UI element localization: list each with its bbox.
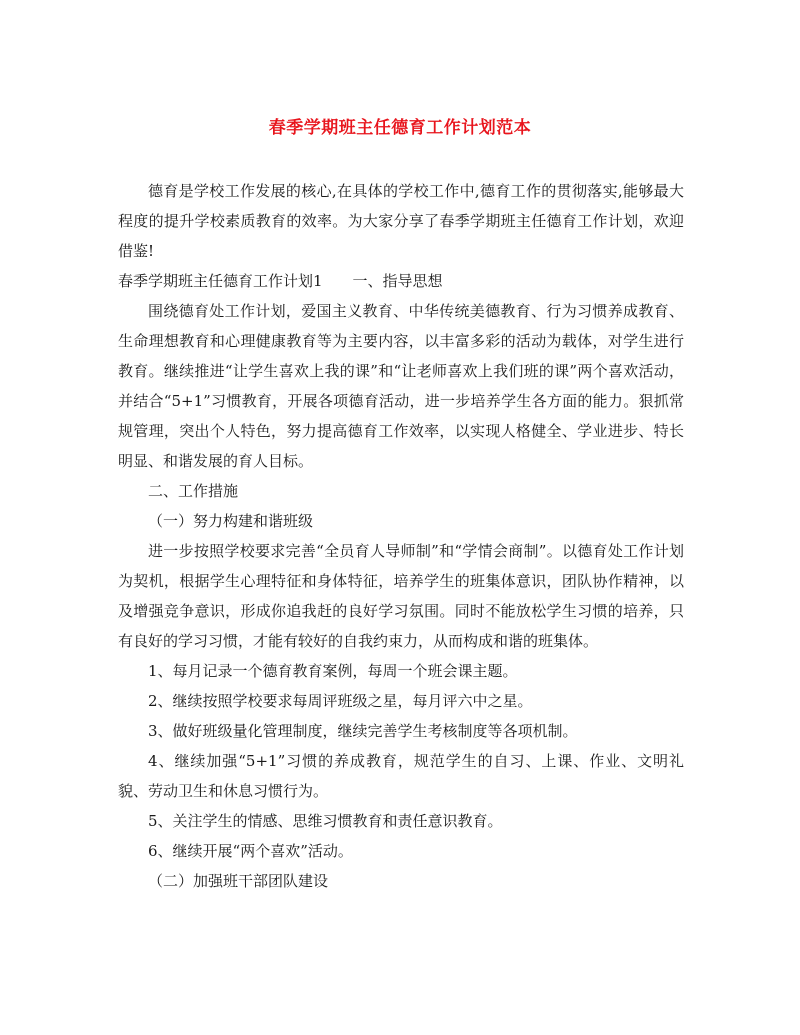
list-item: 3、做好班级量化管理制度，继续完善学生考核制度等各项机制。 <box>148 722 578 740</box>
plan-heading-line: 春季学期班主任德育工作计划1 一、指导思想 <box>118 272 443 290</box>
harmonious-class-paragraph: 进一步按照学校要求完善“全员育人导师制”和“学情会商制”。以德育处工作计划为契机，根据学生心理特征和身体特征，培养学生的班集体意识，团队协作精神，以及增强竞争意识，形成你追我赶的良好学习氛围。同时不能放松学生习惯的培养，只有良好的学习习惯，才能有较好的自我约束力，从而构成和谐的班集体。 <box>118 542 684 650</box>
list-item: 5、关注学生的情感、思维习惯教育和责任意识教育。 <box>148 812 503 830</box>
section-heading-measures: 二、工作措施 <box>148 482 239 500</box>
list-item: 4、继续加强“5+1”习惯的养成教育，规范学生的自习、上课、作业、文明礼貌、劳动卫生和休息习惯行为。 <box>118 752 684 800</box>
subsection-heading-class-cadres: （二）加强班干部团队建设 <box>148 872 329 890</box>
list-item: 2、继续按照学校要求每周评班级之星，每月评六中之星。 <box>148 692 533 710</box>
document-title: 春季学期班主任德育工作计划范本 <box>268 118 532 138</box>
list-item: 6、继续开展“两个喜欢”活动。 <box>148 842 353 860</box>
subsection-heading-harmonious-class: （一）努力构建和谐班级 <box>148 512 314 530</box>
document-body <box>118 176 684 896</box>
intro-paragraph: 德育是学校工作发展的核心,在具体的学校工作中,德育工作的贯彻落实,能够最大程度的提升学校素质教育的效率。为大家分享了春季学期班主任德育工作计划，欢迎借鉴! <box>118 182 684 260</box>
guiding-thought-paragraph: 围绕德育处工作计划，爱国主义教育、中华传统美德教育、行为习惯养成教育、生命理想教育和心理健康教育等为主要内容，以丰富多彩的活动为载体，对学生进行教育。继续推进“让学生喜欢上我的课”和“让老师喜欢上我们班的课”两个喜欢活动，并结合“5+1”习惯教育，开展各项德育活动，进一步培养学生各方面的能力。狠抓常规管理，突出个人特色，努力提高德育工作效率，以实现人格健全、学业进步、特长明显、和谐发展的育人目标。 <box>118 302 684 470</box>
list-item: 1、每月记录一个德育教育案例，每周一个班会课主题。 <box>148 662 518 680</box>
